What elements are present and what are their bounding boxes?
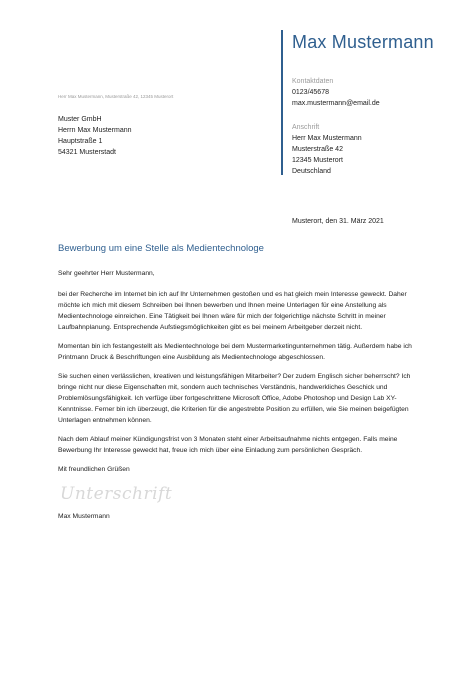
body-paragraph: Sie suchen einen verlässlichen, kreativen und leistungsfähigen Mitarbeiter? Der zudem Englisch sicher beherrscht? Ich bringe nicht nur diese Eigenschaften mit, sondern auch technisches Verständnis, handwerkliches Geschick und Problemlösungsfähigkeit. Ich verfüge über fortgeschrittene Microsoft Office, Adobe Photoshop und Design Lab XY-Kenntnisse. Ferner bin ich überzeugt, die Kriterien für die angestrebte Position zu erfüllen, wie Sie meinen beigefügten Unterlagen entnehmen können. (58, 373, 411, 424)
letter-subject: Bewerbung um eine Stelle als Medientechnologe (58, 243, 264, 254)
letter-body (58, 268, 418, 483)
address-label: Anschrift (292, 124, 320, 131)
contact-section (292, 78, 380, 109)
address-line: Deutschland (292, 168, 331, 175)
signature-placeholder: Unterschrift (60, 484, 173, 504)
body-paragraph: Momentan bin ich festangestellt als Medientechnologe bei dem Mustermarketingunternehmen tätig. Außerdem habe ich Printmann Druck & Beschriftungen eine Ausbildung als Medientechnologe abgeschlossen. (58, 343, 412, 361)
address-line: 12345 Musterort (292, 157, 343, 164)
recipient-line: Hauptstraße 1 (58, 138, 103, 145)
body-paragraph: Nach dem Ablauf meiner Kündigungsfrist von 3 Monaten steht einer Arbeitsaufnahme nichts entgegen. Falls meine Bewerbung Ihr Interesse geweckt hat, freue ich mich über eine Einladung zum persönlichen Gespräch. (58, 436, 398, 454)
phone-number: 0123/45678 (292, 89, 329, 96)
letter-date: Musterort, den 31. März 2021 (292, 218, 384, 225)
address-line: Musterstraße 42 (292, 146, 343, 153)
recipient-line: 54321 Musterstadt (58, 149, 116, 156)
signature-name: Max Mustermann (58, 513, 110, 520)
email-address: max.mustermann@email.de (292, 100, 380, 107)
salutation: Sehr geehrter Herr Mustermann, (58, 270, 155, 277)
body-paragraph: bei der Recherche im Internet bin ich auf Ihr Unternehmen gestoßen und es hat gleich mein Interesse geweckt. Daher möchte ich mich mit diesem Schreiben bei Ihnen bewerben und Ihnen meine Unterlagen für eine Anstellung als Medientechnologe einreichen. Eine Tätigkeit bei Ihnen wäre für mich der folgerichtige nächste Schritt in meiner Laufbahnplanung. Entsprechende Aufstiegsmöglichkeiten gibt es bei meinem Arbeitgeber derzeit nicht. (58, 291, 407, 331)
sender-return-line: Herr Max Mustermann, Musterstraße 42, 12345 Musterort (58, 94, 174, 99)
recipient-line: Muster GmbH (58, 116, 102, 123)
recipient-address (58, 114, 132, 158)
address-section (292, 124, 362, 177)
applicant-name: Max Mustermann (292, 32, 434, 52)
recipient-line: Herrn Max Mustermann (58, 127, 132, 134)
header-divider-line (281, 30, 283, 175)
closing: Mit freundlichen Grüßen (58, 466, 130, 473)
address-line: Herr Max Mustermann (292, 135, 362, 142)
contact-label: Kontaktdaten (292, 78, 334, 85)
